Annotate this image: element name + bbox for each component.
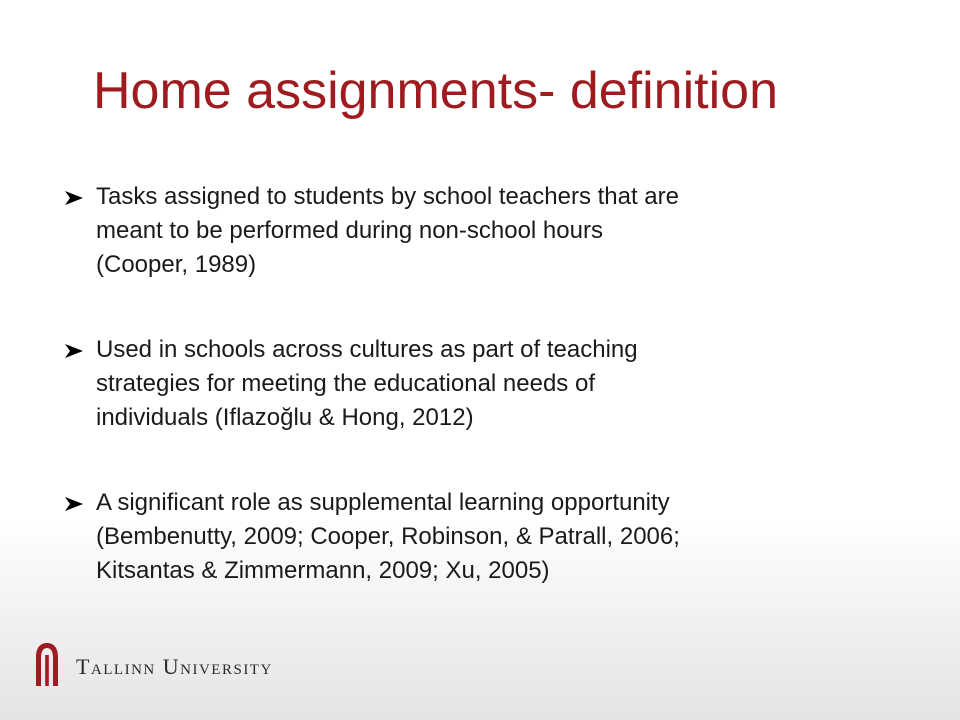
bullet-text-line: Kitsantas & Zimmermann, 2009; Xu, 2005) <box>96 557 550 584</box>
arrowhead-bullet-icon <box>64 496 84 512</box>
bullet-text-line: Tasks assigned to students by school teachers that are <box>96 183 679 210</box>
bullet-text-line: strategies for meeting the educational needs of <box>96 370 595 397</box>
bullet-item-1 <box>62 180 922 282</box>
bullet-list <box>62 180 922 588</box>
university-name: Tallinn University <box>76 654 273 679</box>
arrowhead-bullet-icon <box>64 343 84 359</box>
arrowhead-bullet-icon <box>64 190 84 206</box>
bullet-text-line: (Cooper, 1989) <box>96 251 257 278</box>
slide-title: Home assignments- definition <box>93 62 778 120</box>
bullet-text-line: Used in schools across cultures as part of teaching <box>96 336 638 363</box>
bullet-text-line: (Bembenutty, 2009; Cooper, Robinson, & Patrall, 2006; <box>96 523 680 550</box>
bullet-text-line: individuals (Iflazoğlu & Hong, 2012) <box>96 404 474 431</box>
bullet-item-3 <box>62 486 922 588</box>
bullet-text-line: meant to be performed during non-school hours <box>96 217 603 244</box>
bullet-text-line: A significant role as supplemental learning opportunity <box>96 489 670 516</box>
university-emblem-icon <box>32 641 62 687</box>
bullet-item-2 <box>62 333 922 435</box>
university-logo <box>32 641 273 687</box>
